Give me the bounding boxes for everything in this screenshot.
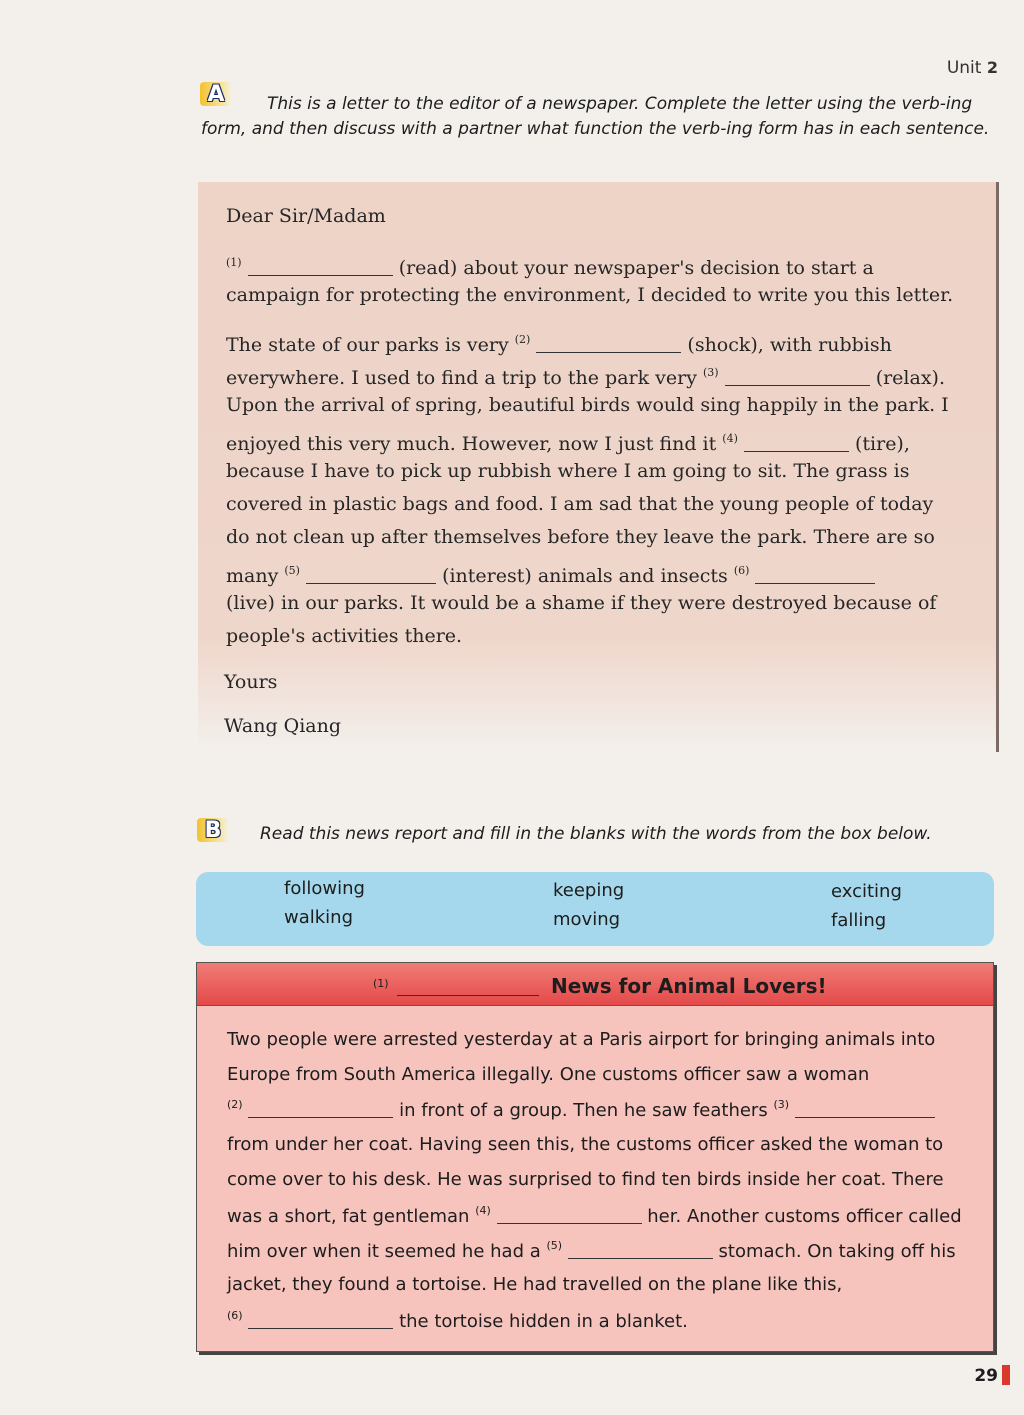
blank-5[interactable]: [306, 564, 436, 584]
unit-label: [947, 58, 998, 78]
blank-3[interactable]: [725, 366, 870, 386]
news-text: in front of a group. Then he saw feathers: [399, 1100, 768, 1121]
blank-number: (1): [373, 977, 389, 990]
letter-text: The state of our parks is very: [226, 334, 509, 356]
letter-line-11: (live) in our parks. It would be a shame if they were destroyed because of: [226, 592, 937, 614]
letter-text: (relax).: [875, 367, 945, 389]
letter-text: enjoyed this very much. However, now I just find it: [226, 433, 717, 455]
letter-closing: Yours: [224, 671, 278, 693]
letter-greeting: Dear Sir/Madam: [226, 205, 386, 227]
letter-line-2: campaign for protecting the environment, I decided to write you this letter.: [226, 284, 954, 306]
news-text: her. Another customs officer called: [647, 1206, 962, 1227]
news-line-4: from under her coat. Having seen this, the customs officer asked the woman to: [227, 1134, 944, 1155]
blank-number: (4): [722, 432, 738, 445]
news-blank-4[interactable]: [497, 1205, 642, 1224]
letter-line-9: do not clean up after themselves before they leave the park. There are so: [226, 526, 935, 548]
blank-number: (5): [284, 564, 300, 577]
word-option: following: [284, 878, 365, 899]
blank-4[interactable]: [744, 432, 849, 452]
letter-line-12: people's activities there.: [226, 625, 463, 647]
blank-number: (3): [703, 366, 719, 379]
section-a-badge: A: [200, 82, 232, 106]
unit-number: 2: [986, 58, 998, 77]
news-line-8: jacket, they found a tortoise. He had travelled on the plane like this,: [227, 1274, 843, 1295]
news-text: him over when it seemed he had a: [227, 1241, 541, 1262]
news-header: [197, 963, 993, 1006]
word-option: walking: [284, 907, 354, 928]
word-option: keeping: [553, 880, 625, 901]
blank-1[interactable]: [248, 256, 393, 276]
letter-text: (interest) animals and insects: [442, 565, 728, 587]
news-line-2: Europe from South America illegally. One customs officer saw a woman: [227, 1064, 870, 1085]
section-a-instruction: This is a letter to the editor of a newspaper. Complete the letter using the verb-ing form, and then discuss with a partner what function the verb-ing form has in each sentence.: [201, 94, 990, 139]
blank-number: (2): [227, 1098, 243, 1111]
blank-number: (4): [475, 1204, 491, 1217]
news-text: stomach. On taking off his: [718, 1241, 956, 1262]
news-line-3: [227, 1098, 935, 1121]
news-line-6: [227, 1204, 962, 1227]
news-text: was a short, fat gentleman: [227, 1206, 470, 1227]
blank-number: (1): [226, 256, 242, 269]
news-line-5: come over to his desk. He was surprised to find ten birds inside her coat. There: [227, 1169, 944, 1190]
page-marker: [1002, 1365, 1010, 1385]
word-option: exciting: [831, 881, 902, 902]
letter-line-7: because I have to pick up rubbish where I am going to sit. The grass is: [226, 460, 910, 482]
page-number-text: 29: [974, 1366, 998, 1386]
section-b-badge: B: [197, 818, 229, 842]
letter-text: (read) about your newspaper's decision to start a: [398, 257, 874, 279]
letter-line-5: Upon the arrival of spring, beautiful birds would sing happily in the park. I: [226, 394, 949, 416]
news-title: News for Animal Lovers!: [551, 974, 827, 998]
letter-line-8: covered in plastic bags and food. I am sad that the young people of today: [226, 493, 934, 515]
blank-number: (2): [514, 333, 531, 346]
blank-number: (6): [227, 1309, 243, 1322]
news-line-1: Two people were arrested yesterday at a Paris airport for bringing animals into: [227, 1029, 936, 1050]
unit-text: Unit: [946, 58, 982, 78]
word-option: moving: [553, 909, 621, 930]
news-blank-5[interactable]: [568, 1240, 713, 1259]
news-blank-6[interactable]: [248, 1310, 393, 1329]
news-report-box: [196, 962, 994, 1352]
news-blank-1[interactable]: [397, 979, 539, 996]
letter-text: many: [226, 565, 279, 587]
news-line-7: [227, 1239, 956, 1262]
word-option: falling: [831, 910, 887, 931]
word-box: [196, 872, 994, 946]
blank-number: (3): [773, 1098, 790, 1111]
letter-text: (tire),: [854, 433, 910, 455]
blank-number: (5): [546, 1239, 563, 1252]
blank-6[interactable]: [755, 564, 875, 584]
letter-text: everywhere. I used to find a trip to the park very: [226, 367, 697, 389]
letter-text: (shock), with rubbish: [687, 334, 892, 356]
news-blank-3[interactable]: [795, 1099, 935, 1118]
blank-number: (6): [733, 564, 750, 577]
page-number: [974, 1365, 1010, 1386]
letter-box: [198, 182, 999, 752]
news-text: the tortoise hidden in a blanket.: [399, 1311, 688, 1332]
letter-signature: Wang Qiang: [224, 715, 342, 737]
news-line-9: [227, 1309, 688, 1332]
blank-2[interactable]: [536, 333, 681, 353]
news-blank-2[interactable]: [248, 1099, 393, 1118]
section-b-instruction: Read this news report and fill in the blanks with the words from the box below.: [260, 824, 932, 844]
